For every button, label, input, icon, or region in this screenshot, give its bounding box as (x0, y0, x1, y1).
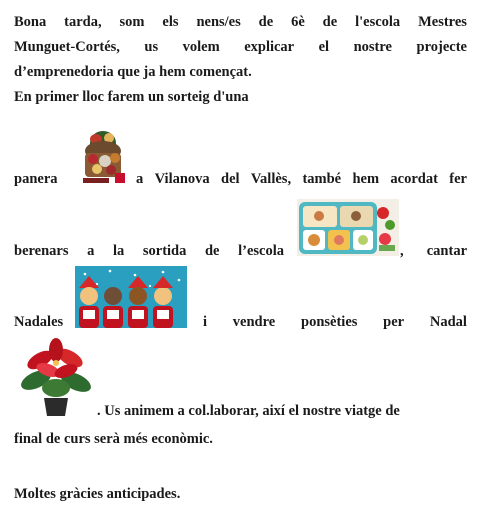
gift-basket-image (81, 129, 126, 185)
lunchbox-snacks-image (297, 199, 399, 256)
panera-rest: a Vilanova del Vallès, també hem acordat fer (136, 171, 467, 187)
poinsettia-plant-image (18, 338, 94, 418)
intro-line-2: Munguet-Cortés, us volem explicar el nostre projecte (14, 39, 467, 55)
cantar-words: , cantar (400, 243, 467, 259)
collab-line: . Us animem a col.laborar, així el nostre viatge de (97, 403, 400, 419)
raffle-line: En primer lloc farem un sorteig d'una (14, 89, 249, 105)
christmas-carolers-image (75, 266, 187, 328)
final-line: final de curs serà més econòmic. (14, 431, 213, 447)
berenars-words: berenars a la sortida de l’escola (14, 243, 284, 259)
thanks-line: Moltes gràcies anticipades. (14, 486, 181, 502)
intro-line-1: Bona tarda, som els nens/es de 6è de l'escola Mestres (14, 14, 467, 30)
intro-line-3: d’emprenedoria que ja hem començat. (14, 64, 252, 80)
vendre-words: i vendre ponsèties per Nadal (203, 314, 467, 330)
